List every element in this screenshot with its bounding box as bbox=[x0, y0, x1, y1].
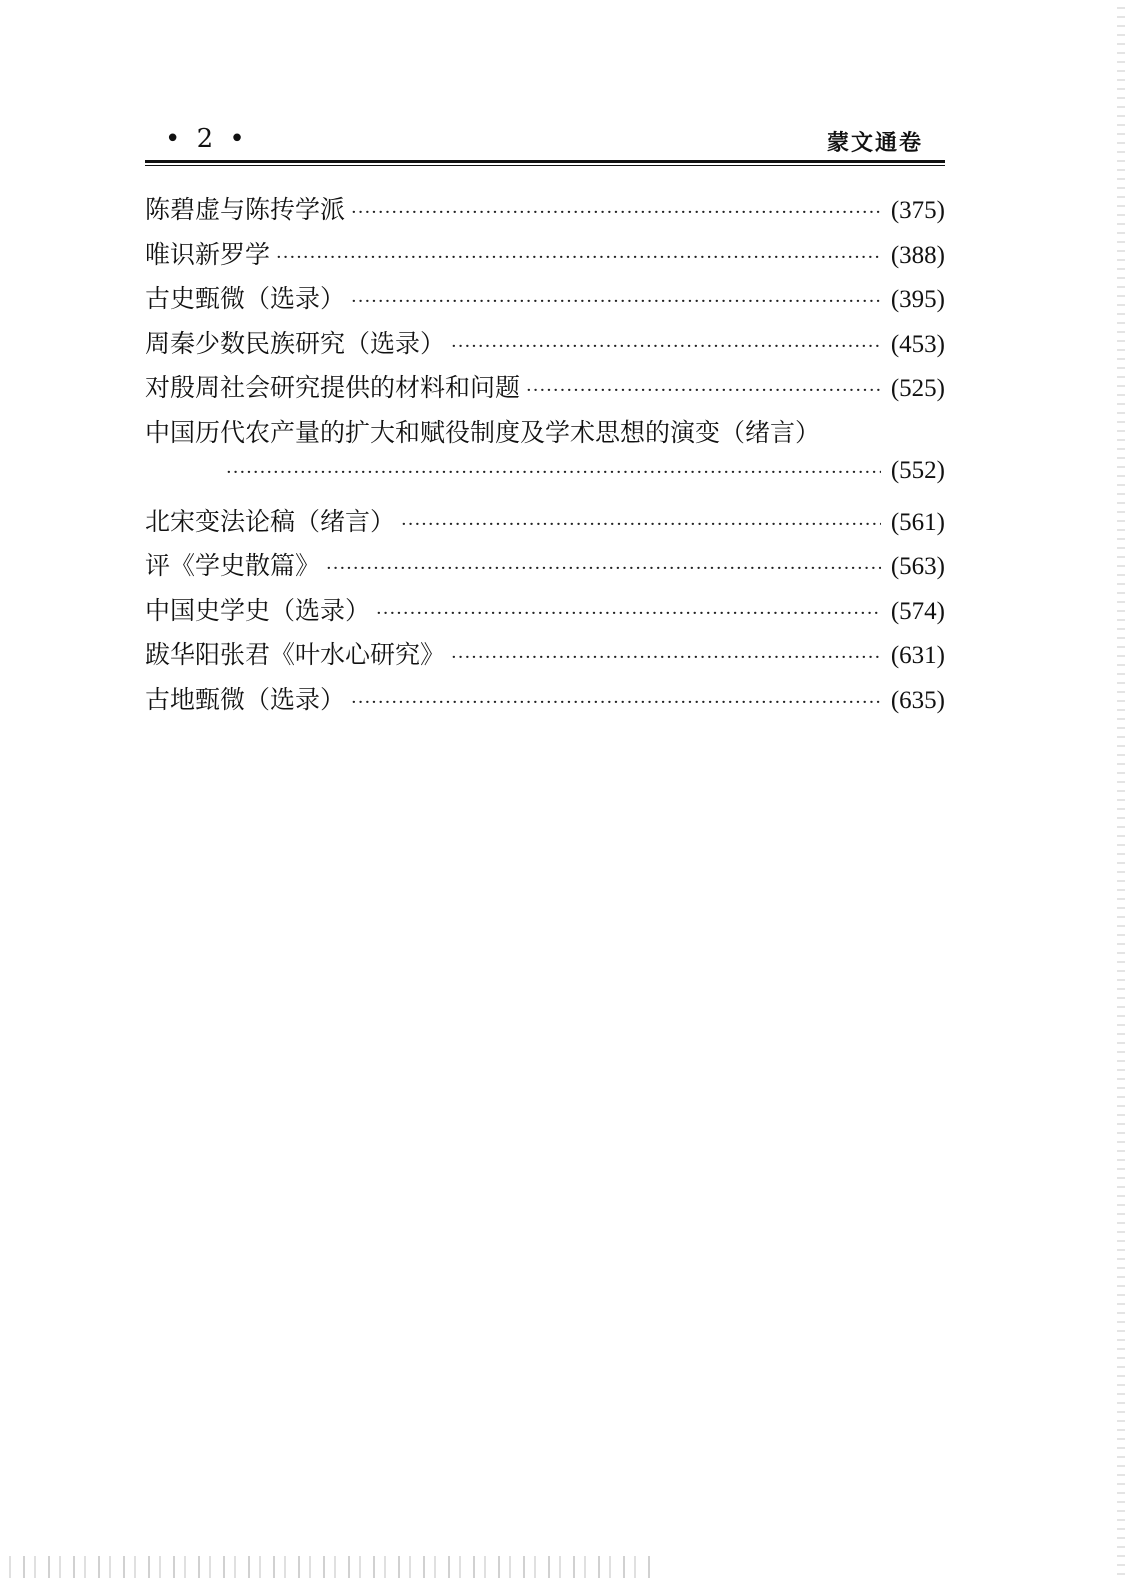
toc-entry-title: 评《学史散篇》 bbox=[145, 551, 321, 580]
dot-leader bbox=[351, 291, 881, 312]
header-rule-thin bbox=[145, 165, 945, 166]
toc-entry bbox=[145, 635, 945, 680]
toc-entry-page: (561) bbox=[890, 508, 945, 536]
dot-leader bbox=[451, 336, 881, 357]
toc-entry-title: 唯识新罗学 bbox=[145, 239, 271, 269]
toc-entry bbox=[145, 235, 945, 280]
toc-entry-title: 对殷周社会研究提供的材料和问题 bbox=[145, 373, 521, 402]
toc-entry bbox=[145, 324, 945, 369]
toc-entry-continuation bbox=[145, 457, 945, 502]
dot-leader bbox=[276, 247, 881, 268]
page-number: • 2 • bbox=[165, 124, 249, 154]
toc-entry-page: (525) bbox=[890, 375, 945, 402]
dot-leader bbox=[326, 558, 881, 579]
toc-entry-page: (395) bbox=[890, 286, 945, 313]
scan-edge-artifact bbox=[1117, 0, 1125, 1578]
dot-leader bbox=[351, 692, 881, 713]
header-rule-thick bbox=[145, 160, 945, 163]
toc-entry bbox=[145, 413, 945, 458]
toc-entry-page: (563) bbox=[890, 553, 945, 580]
running-title: 蒙文通卷 bbox=[826, 130, 923, 156]
toc-entry-page: (388) bbox=[890, 241, 945, 269]
toc-entry-page: (375) bbox=[890, 197, 945, 224]
toc-entry-title: 北宋变法论稿（绪言） bbox=[145, 506, 396, 536]
dot-leader bbox=[401, 514, 881, 535]
dot-leader bbox=[351, 202, 881, 223]
toc-entry-page: (635) bbox=[890, 686, 945, 714]
toc-entry bbox=[145, 546, 945, 591]
toc-entry bbox=[145, 680, 945, 725]
toc-entry-page: (453) bbox=[890, 330, 945, 358]
dot-leader bbox=[376, 603, 881, 624]
toc-entry-page: (574) bbox=[890, 597, 945, 625]
toc-entry-page: (631) bbox=[890, 642, 945, 669]
dot-leader bbox=[526, 380, 881, 401]
toc-entry-title: 中国历代农产量的扩大和赋役制度及学术思想的演变（绪言） bbox=[145, 417, 821, 447]
toc-entry-title: 跋华阳张君《叶水心研究》 bbox=[145, 640, 446, 669]
toc-entry bbox=[145, 190, 945, 235]
dot-leader bbox=[451, 647, 881, 668]
toc-entry bbox=[145, 591, 945, 636]
table-of-contents bbox=[145, 190, 945, 724]
toc-entry-title: 陈碧虚与陈抟学派 bbox=[145, 195, 346, 224]
toc-entry-title: 古地甄微（选录） bbox=[145, 684, 346, 714]
toc-entry-title: 周秦少数民族研究（选录） bbox=[145, 328, 446, 358]
toc-entry bbox=[145, 279, 945, 324]
toc-entry bbox=[145, 368, 945, 413]
toc-entry-title: 古史甄微（选录） bbox=[145, 284, 346, 313]
toc-entry-title: 中国史学史（选录） bbox=[145, 595, 371, 625]
dot-leader bbox=[226, 462, 881, 483]
toc-entry bbox=[145, 502, 945, 547]
page-header bbox=[145, 118, 945, 162]
scan-bottom-artifact bbox=[0, 1556, 650, 1578]
toc-entry-page: (552) bbox=[890, 457, 945, 484]
